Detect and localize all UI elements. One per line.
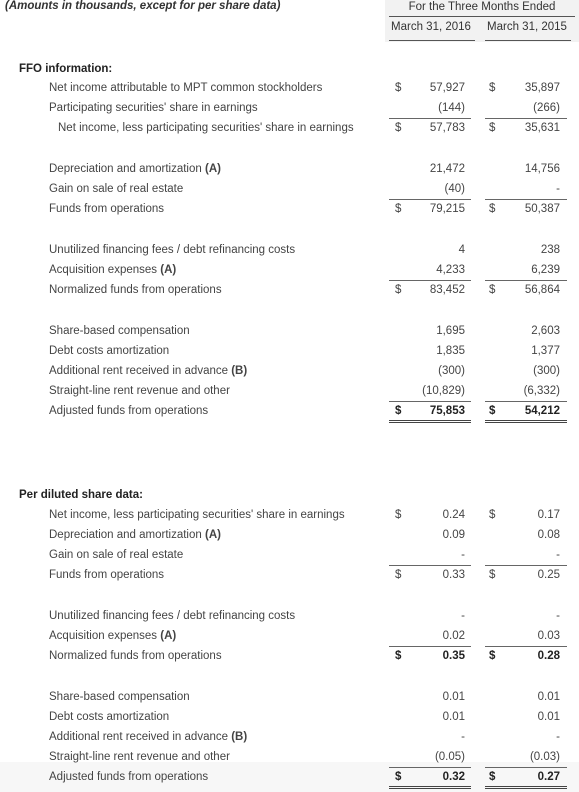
row-label-text: Acquisition expenses: [49, 264, 158, 276]
value-2015: (0.03): [529, 751, 560, 763]
per-share-row-label: [49, 569, 164, 581]
column-underline-2015: [485, 40, 571, 41]
column-underline-2016: [389, 40, 475, 41]
row-label-text: Funds from operations: [49, 203, 165, 215]
row-label-text: Adjusted funds from operations: [49, 771, 209, 783]
per-share-row-label: [49, 630, 176, 642]
row-label-text: Gain on sale of real estate: [49, 183, 184, 195]
currency-symbol-2015: $: [489, 569, 496, 581]
value-2016: (300): [438, 365, 465, 377]
per-share-row-label: [49, 691, 190, 703]
ffo-row-label: [49, 102, 258, 114]
row-label-text: Unutilized financing fees / debt refinancing costs: [49, 610, 296, 622]
value-2015: 56,864: [524, 284, 560, 296]
row-label-text: Debt costs amortization: [49, 345, 170, 357]
per-share-row-label: [49, 751, 230, 763]
subtotal-rule-2016: [389, 199, 471, 200]
total-double-rule-2016: [389, 420, 471, 423]
subtotal-rule-2016: [389, 565, 471, 566]
row-label-text: Net income, less participating securities' share in earnings: [49, 509, 345, 521]
value-2015: 0.28: [537, 650, 560, 662]
ffo-row-label: [49, 345, 169, 357]
value-2016: 57,927: [429, 82, 465, 94]
value-2015: 14,756: [524, 163, 560, 175]
ffo-row-label: [49, 183, 183, 195]
footnote-ref: (A): [204, 163, 221, 175]
currency-symbol-2015: $: [489, 650, 496, 662]
value-2016: 4: [458, 244, 465, 256]
row-label-text: Additional rent received in advance: [49, 731, 229, 743]
ffo-row-label: [49, 244, 295, 256]
subtotal-rule-2015: [485, 646, 567, 647]
footnote-ref: (A): [160, 630, 177, 642]
currency-symbol-2016: $: [395, 569, 402, 581]
value-2015: -: [556, 731, 560, 743]
footnote-ref: (B): [231, 731, 248, 743]
currency-symbol-2016: $: [395, 203, 402, 215]
value-2016: (10,829): [422, 385, 465, 397]
footnote-ref: (A): [160, 264, 177, 276]
value-2015: 50,387: [524, 203, 560, 215]
value-2016: -: [461, 731, 465, 743]
section-title-ffo: FFO information:: [19, 63, 113, 75]
footnote-ref: (A): [204, 529, 221, 541]
total-rule-top-2015: [485, 767, 567, 768]
value-2016: 0.09: [442, 529, 465, 541]
ffo-row-label: [49, 365, 247, 377]
value-2015: (266): [533, 102, 560, 114]
value-2016: 79,215: [429, 203, 465, 215]
subtotal-rule-2016: [389, 118, 471, 119]
value-2015: (300): [533, 365, 560, 377]
row-label-text: Debt costs amortization: [49, 711, 170, 723]
value-2015: -: [556, 183, 560, 195]
footnote-ref: (B): [231, 365, 248, 377]
row-label-text: Net income, less participating securities' share in earnings: [58, 122, 354, 134]
row-label-text: Share-based compensation: [49, 691, 190, 703]
column-header-2016: March 31, 2016: [391, 21, 471, 33]
value-2015: 238: [540, 244, 560, 256]
value-2016: 4,233: [436, 264, 465, 276]
row-label-text: Depreciation and amortization: [49, 529, 202, 541]
value-2016: 0.01: [442, 691, 465, 703]
currency-symbol-2016: $: [395, 122, 402, 134]
ffo-row-label: [49, 385, 230, 397]
ffo-row-label: [49, 203, 164, 215]
value-2015: -: [556, 549, 560, 561]
value-2015: 0.27: [537, 771, 560, 783]
currency-symbol-2015: $: [489, 405, 496, 417]
value-2015: 0.01: [537, 691, 560, 703]
ffo-row-label: [49, 284, 222, 296]
per-share-row-label: [49, 650, 222, 662]
value-2015: 0.17: [537, 509, 560, 521]
value-2016: 0.02: [442, 630, 465, 642]
period-header: For the Three Months Ended: [408, 1, 556, 13]
subtotal-rule-2016: [389, 280, 471, 281]
row-label-text: Participating securities' share in earnings: [49, 102, 258, 114]
currency-symbol-2015: $: [489, 82, 496, 94]
ffo-row-label: [49, 325, 190, 337]
per-share-row-label: [49, 529, 221, 541]
currency-symbol-2015: $: [489, 509, 496, 521]
row-label-text: Adjusted funds from operations: [49, 405, 209, 417]
value-2016: 75,853: [429, 405, 465, 417]
row-label-text: Straight-line rent revenue and other: [49, 385, 230, 397]
total-rule-top-2016: [389, 401, 471, 402]
value-2015: -: [556, 610, 560, 622]
row-label-text: Normalized funds from operations: [49, 650, 222, 662]
per-share-row-label: [49, 610, 295, 622]
per-share-row-label: [49, 509, 345, 521]
subtotal-rule-2015: [485, 280, 567, 281]
currency-symbol-2016: $: [395, 82, 402, 94]
total-double-rule-2015: [485, 786, 567, 789]
value-2016: 21,472: [429, 163, 465, 175]
per-share-row-label: [49, 771, 208, 783]
value-2016: 1,835: [436, 345, 465, 357]
subtotal-rule-2015: [485, 565, 567, 566]
table-caption: (Amounts in thousands, except for per share data): [5, 0, 281, 12]
column-header-2015: March 31, 2015: [487, 21, 567, 33]
value-2015: 54,212: [524, 405, 560, 417]
value-2015: 0.01: [537, 711, 560, 723]
currency-symbol-2016: $: [395, 650, 402, 662]
value-2016: -: [461, 549, 465, 561]
currency-symbol-2015: $: [489, 771, 496, 783]
value-2016: 0.33: [442, 569, 465, 581]
row-label-text: Straight-line rent revenue and other: [49, 751, 230, 763]
currency-symbol-2015: $: [489, 284, 496, 296]
row-label-text: Additional rent received in advance: [49, 365, 229, 377]
value-2016: (144): [438, 102, 465, 114]
currency-symbol-2015: $: [489, 122, 496, 134]
currency-symbol-2016: $: [395, 509, 402, 521]
row-label-text: Funds from operations: [49, 569, 165, 581]
value-2015: 35,631: [524, 122, 560, 134]
ffo-row-label: [58, 122, 354, 134]
value-2015: 0.08: [537, 529, 560, 541]
currency-symbol-2016: $: [395, 284, 402, 296]
value-2015: 0.25: [537, 569, 560, 581]
total-rule-top-2015: [485, 401, 567, 402]
currency-symbol-2015: $: [489, 203, 496, 215]
currency-symbol-2016: $: [395, 771, 402, 783]
value-2015: 1,377: [531, 345, 560, 357]
value-2015: 35,897: [524, 82, 560, 94]
section-title-per-share: Per diluted share data:: [19, 489, 143, 501]
header-divider: [389, 16, 575, 17]
per-share-row-label: [49, 549, 183, 561]
value-2016: (40): [444, 183, 465, 195]
value-2015: 6,239: [531, 264, 560, 276]
row-label-text: Gain on sale of real estate: [49, 549, 184, 561]
total-rule-top-2016: [389, 767, 471, 768]
value-2016: -: [461, 610, 465, 622]
row-label-text: Unutilized financing fees / debt refinancing costs: [49, 244, 296, 256]
row-label-text: Share-based compensation: [49, 325, 190, 337]
value-2016: (0.05): [434, 751, 465, 763]
value-2016: 57,783: [429, 122, 465, 134]
per-share-row-label: [49, 711, 169, 723]
value-2015: (6,332): [523, 385, 560, 397]
ffo-row-label: [49, 82, 322, 94]
value-2016: 1,695: [436, 325, 465, 337]
value-2016: 0.32: [442, 771, 465, 783]
value-2015: 0.03: [537, 630, 560, 642]
value-2016: 83,452: [429, 284, 465, 296]
subtotal-rule-2016: [389, 646, 471, 647]
total-double-rule-2016: [389, 786, 471, 789]
subtotal-rule-2015: [485, 199, 567, 200]
row-label-text: Depreciation and amortization: [49, 163, 202, 175]
ffo-row-label: [49, 264, 176, 276]
value-2015: 2,603: [531, 325, 560, 337]
currency-symbol-2016: $: [395, 405, 402, 417]
row-label-text: Normalized funds from operations: [49, 284, 222, 296]
value-2016: 0.24: [442, 509, 465, 521]
ffo-row-label: [49, 405, 208, 417]
value-2016: 0.01: [442, 711, 465, 723]
total-double-rule-2015: [485, 420, 567, 423]
ffo-row-label: [49, 163, 221, 175]
value-2016: 0.35: [442, 650, 465, 662]
subtotal-rule-2015: [485, 118, 567, 119]
row-label-text: Net income attributable to MPT common stockholders: [49, 82, 323, 94]
per-share-row-label: [49, 731, 247, 743]
row-label-text: Acquisition expenses: [49, 630, 158, 642]
